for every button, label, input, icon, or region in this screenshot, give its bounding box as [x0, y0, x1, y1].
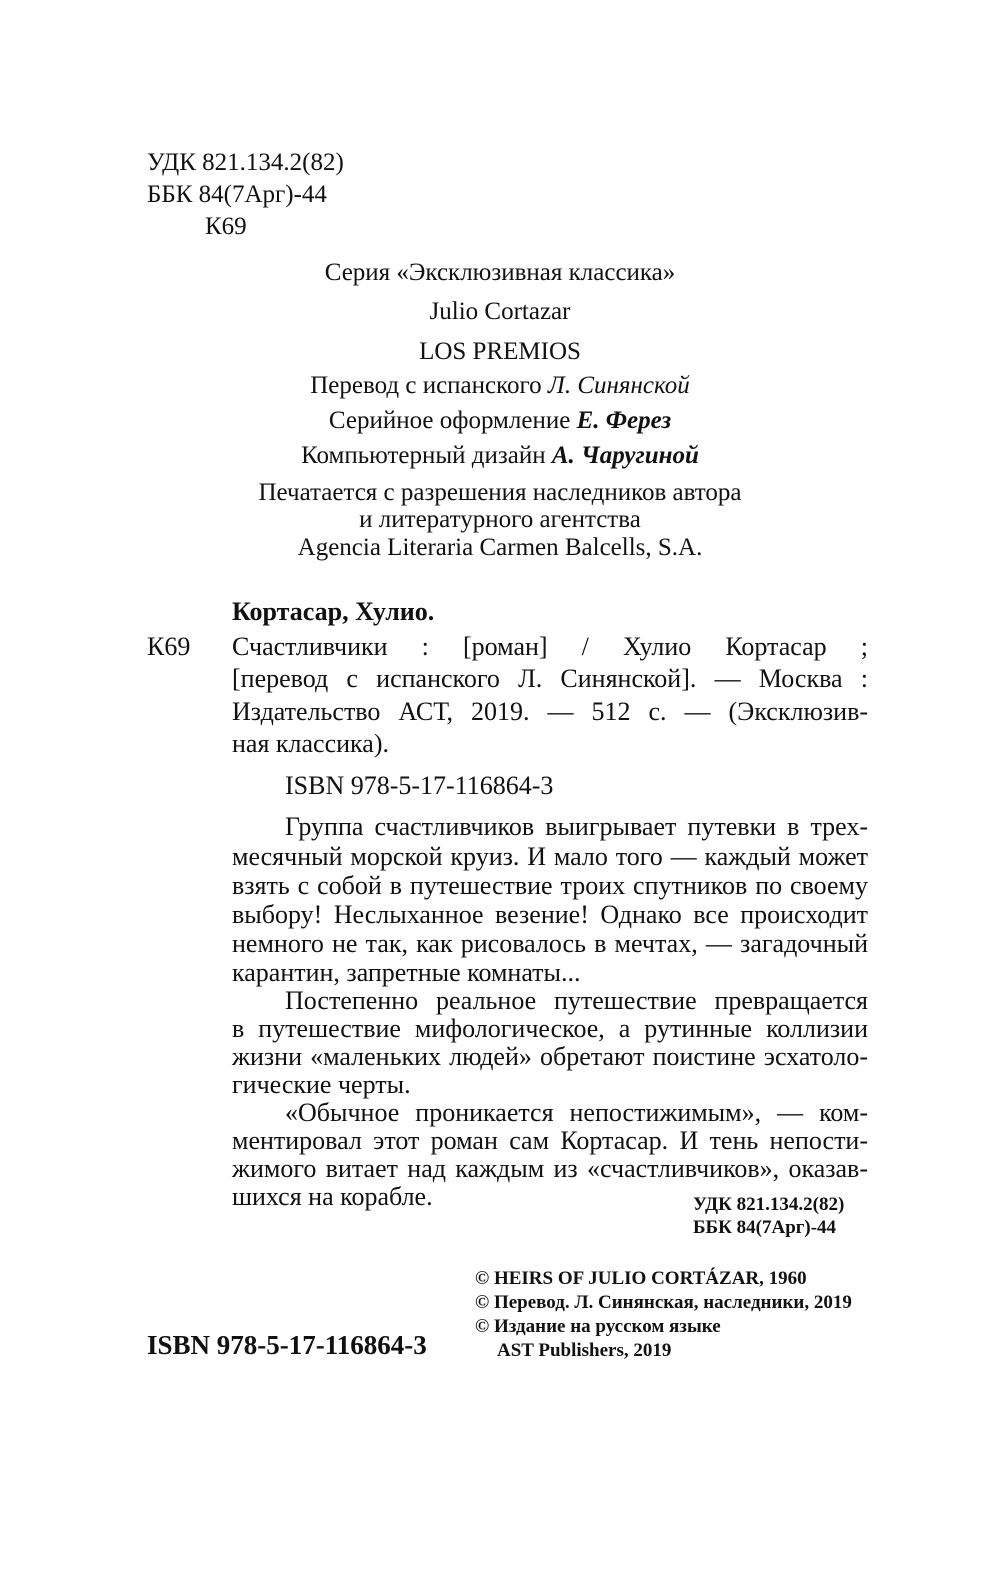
footer-bbk: ББК 84(7Арг)-44 — [693, 1217, 837, 1238]
bbk-code: ББК 84(7Арг)-44 — [147, 181, 327, 208]
catalog-description-line: ная классика). — [232, 729, 389, 758]
computer-designer-name: А. Чаругиной — [551, 442, 699, 469]
author-mark: К69 — [205, 213, 247, 240]
annotation-line: карантин, запретные комнаты... — [232, 958, 581, 987]
series-design-prefix: Серийное оформление — [328, 407, 571, 434]
series-line: Серия «Эксклюзивная классика» — [324, 259, 676, 286]
annotation-line: немного не так, как рисовалось в мечтах, — загадочный — [232, 929, 868, 958]
annotation-line: гические черты. — [232, 1070, 411, 1099]
annotation-line: взять с собой в путешествие троих спутников по своему — [232, 871, 868, 900]
catalog-description-line: Счастливчики : [роман] / Хулио Кортасар ; — [232, 632, 868, 661]
copyright-line: © Издание на русском языке — [475, 1316, 721, 1337]
annotation-line: шихся на корабле. — [232, 1182, 433, 1211]
translation-prefix: Перевод с испанского — [310, 372, 542, 399]
translation-credit — [0, 371, 1000, 401]
udk-code: УДК 821.134.2(82) — [147, 149, 344, 176]
catalog-isbn: ISBN 978-5-17-116864-3 — [285, 771, 554, 800]
copyright-line: © HEIRS OF JULIO CORTÁZAR, 1960 — [475, 1268, 807, 1289]
catalog-heading: Кортасар, Хулио. — [232, 597, 435, 626]
annotation-line: выбору! Неслыханное везение! Однако все происходит — [232, 900, 868, 929]
annotation-line: ментировал этот роман сам Кортасар. И тень непости- — [232, 1126, 868, 1155]
annotation-line: жимого витает над каждым из «счастливчиков», оказав- — [232, 1154, 868, 1183]
computer-design-credit — [0, 441, 1000, 471]
translator-name: Л. Синянской — [547, 372, 690, 399]
annotation-line: месячный морской круиз. И мало того — каждый может — [232, 842, 868, 871]
copyright-line: © Перевод. Л. Синянская, наследники, 2019 — [475, 1292, 852, 1313]
catalog-description-line: [перевод с испанского Л. Синянской]. — Москва : — [232, 664, 868, 693]
catalog-description-line: Издательство АСТ, 2019. — 512 с. — (Эксклюзив- — [232, 697, 868, 726]
original-author: Julio Cortazar — [429, 298, 571, 325]
annotation-line: в путешествие мифологическое, а рутинные коллизии — [232, 1014, 868, 1043]
series-design-credit — [0, 406, 1000, 436]
permission-line: и литературного агентства — [359, 506, 641, 533]
computer-design-prefix: Компьютерный дизайн — [301, 442, 546, 469]
copyright-line: AST Publishers, 2019 — [497, 1340, 672, 1361]
annotation-line: жизни «маленьких людей» обретают поистине эсхатоло- — [232, 1042, 868, 1071]
annotation-line: Постепенно реальное путешествие превращается — [285, 986, 868, 1015]
catalog-mark: К69 — [147, 632, 191, 661]
original-title: LOS PREMIOS — [419, 338, 581, 365]
annotation-line: «Обычное проникается непостижимым», — ком- — [285, 1098, 868, 1127]
footer-isbn: ISBN 978-5-17-116864-3 — [147, 1330, 427, 1360]
series-designer-name: Е. Ферез — [576, 407, 672, 434]
permission-line: Agencia Literaria Carmen Balcells, S.A. — [297, 534, 703, 561]
permission-line: Печатается с разрешения наследников автора — [258, 479, 742, 506]
footer-udk: УДК 821.134.2(82) — [693, 1194, 845, 1215]
annotation-line: Группа счастливчиков выигрывает путевки в трех- — [285, 812, 868, 841]
